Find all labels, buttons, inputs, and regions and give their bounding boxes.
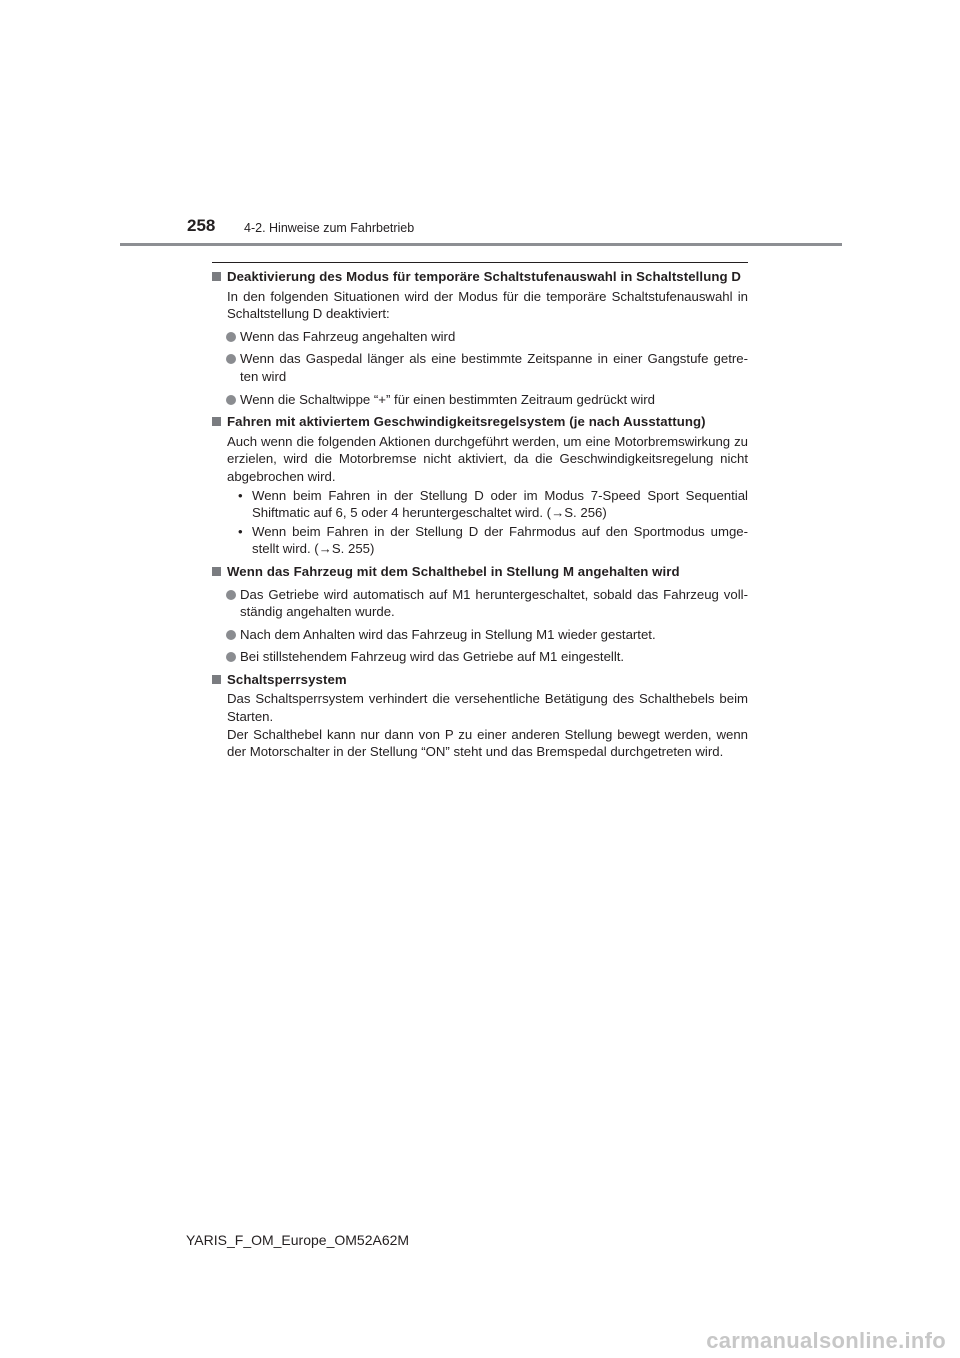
list-item-text: Wenn die Schaltwippe “+” für einen bestimmten Zeitraum gedrückt wird [240,391,655,407]
section-shift-lock [212,671,748,761]
section-title [212,671,748,689]
list-item-text: Wenn das Gaspedal länger als eine bestimmte Zeitspanne in einer Gangstufe getre-ten wird [240,351,748,384]
page-header [0,0,960,250]
sub-list-item-text: Wenn beim Fahren in der Stellung D oder im Modus 7-Speed Sport Sequential Shiftmatic auf 6, 5 oder 4 heruntergeschaltet wird. (→S. 256) [252,487,748,521]
section-paragraph: Der Schalthebel kann nur dann von P zu einer anderen Stellung bewegt werden, wenn der Motorschalter in der Stellung “ON” steht und das Bremspedal durchgetreten wird. [227,726,748,760]
list-item [212,648,748,666]
section-paragraph: Auch wenn die folgenden Aktionen durchgeführt werden, um eine Motorbremswirkung zu erzielen, wird die Motorbremse nicht aktiviert, da die Geschwindigkeitsregelung nicht abgebrochen wird. [227,433,748,484]
circle-bullet-icon [226,630,236,640]
running-header-title: 4-2. Hinweise zum Fahrbetrieb [244,221,415,235]
section-deactivation [212,268,748,408]
circle-bullet-icon [226,354,236,364]
circle-bullet-icon [226,395,236,405]
sub-list-item-text: Wenn beim Fahren in der Stellung D der Fahrmodus auf den Sportmodus umge-stellt wird. (→S. 255) [252,523,748,557]
section-title-text: Deaktivierung des Modus für temporäre Schaltstufenauswahl in Schaltstellung D [227,269,742,284]
list-item [212,350,748,385]
sub-list-item [212,487,748,522]
list-item-text: Wenn das Fahrzeug angehalten wird [240,328,456,344]
section-title [212,563,748,581]
circle-bullet-icon [226,332,236,342]
list-item-text: Nach dem Anhalten wird das Fahrzeug in Stellung M1 wieder gestartet. [240,626,656,642]
section-title-text: Fahren mit aktiviertem Geschwindigkeitsregelsystem (je nach Ausstattung) [227,414,706,430]
list-item [212,328,748,346]
list-item-text: Bei stillstehendem Fahrzeug wird das Getriebe auf M1 eingestellt. [240,649,625,665]
small-dot-icon: • [238,487,243,503]
list-item-text: Das Getriebe wird automatisch auf M1 heruntergeschaltet, sobald das Fahrzeug voll-ständig angehalten wurde. [240,586,748,620]
small-dot-icon: • [238,523,243,539]
section-title [212,268,748,286]
watermark: carmanualsonline.info [706,1328,946,1353]
list-item [212,586,748,621]
square-bullet-icon [212,417,221,426]
page-number: 258 [187,216,216,235]
sub-list-item [212,523,748,558]
square-bullet-icon [212,675,221,684]
square-bullet-icon [212,272,221,281]
section-paragraph: Das Schaltsperrsystem verhindert die versehentliche Betätigung des Schalthebels beim Starten. [227,691,748,725]
section-title-text: Schaltsperrsystem [227,671,347,687]
section-cruise-control [212,413,748,558]
footer-doc-id: YARIS_F_OM_Europe_OM52A62M [186,1232,410,1248]
circle-bullet-icon [226,652,236,662]
list-item [212,391,748,409]
content-body [212,262,748,761]
circle-bullet-icon [226,590,236,600]
section-stop-in-m [212,563,748,666]
square-bullet-icon [212,567,221,576]
list-item [212,626,748,644]
section-title [212,413,748,431]
header-rule [120,243,842,246]
section-paragraph: In den folgenden Situationen wird der Modus für die temporäre Schaltstufenauswahl in Schaltstellung D deaktiviert: [227,288,748,322]
section-title-text: Wenn das Fahrzeug mit dem Schalthebel in Stellung M angehalten wird [227,563,680,579]
